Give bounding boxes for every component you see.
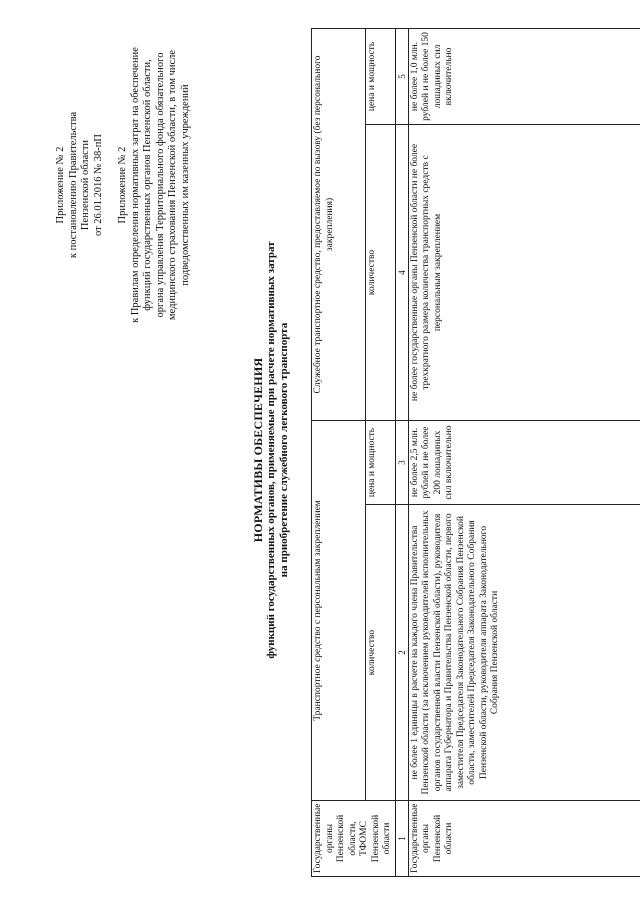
annex-line: от 26.01.2016 № 38-пП (92, 133, 104, 237)
subheader-quantity: количество (365, 124, 395, 420)
cell-price-personal: не более 2,5 млн. рублей и не более 200 лошадиных сил включительно (408, 420, 640, 504)
cell-qty-personal: не более 1 единицы в расчете на каждого члена Правительства Пензенской области (за исключением руководителей исполнительных органов государственной власти Пензенской области), руководителя аппарата Губернатора и Правительства Пензенской области, первого заместителя Председателя Законодательного Собрания Пензенской области, заместителей Председателя Законодательного Собрания Пензенской области, руководителя аппарата Законодательного Собрания Пензенской области (408, 505, 640, 801)
column-number: 5 (395, 28, 408, 124)
annex-line: Пензенской области (80, 139, 91, 231)
annex-line: органа управления Территориального фонда обязательного (154, 52, 166, 318)
table-header-row (312, 28, 366, 876)
norms-table (311, 28, 640, 877)
subheader-price: цена и мощность (365, 28, 395, 124)
heading-title: НОРМАТИВЫ ОБЕСПЕЧЕНИЯ (251, 357, 265, 543)
annex-line: Приложение № 2 (117, 146, 128, 224)
column-number-row (395, 28, 408, 876)
cell-organ: Государственные органы Пензенской области (408, 801, 640, 877)
header-oncall-vehicle: Служебное транспортное средство, предоставляемое по вызову (без персонального закрепления) (312, 28, 366, 420)
column-number: 1 (395, 801, 408, 877)
heading-subtitle: на приобретение служебного легкового транспорта (278, 322, 290, 578)
annex-line: подведомственных им казенных учреждений (179, 84, 191, 286)
spacer (105, 35, 117, 335)
annex-block (55, 35, 192, 335)
column-number: 4 (395, 124, 408, 420)
annex-line: функций государственных органов Пензенской области, (142, 59, 153, 311)
column-number: 3 (395, 420, 408, 504)
column-number: 2 (395, 505, 408, 801)
heading-subtitle: функций государственных органов, применяемые при расчете нормативных затрат (265, 241, 277, 659)
annex-line: Приложение № 2 (55, 146, 66, 224)
annex-line: медицинского страхования Пензенской области, в том числе (167, 49, 178, 321)
table-row (408, 28, 640, 876)
document-heading (252, 125, 291, 775)
header-organs: Государственные органы Пензенской области, ТФОМС Пензенской области (312, 801, 396, 877)
cell-qty-oncall: не более государственные органы Пензенской области не более трехкратного размера количества транспортных средств с персональным закреплением (408, 124, 640, 420)
subheader-quantity: количество (365, 505, 395, 801)
subheader-price: цена и мощность (365, 420, 395, 504)
cell-price-oncall: не более 1,0 млн. рублей и не более 150 лошадиных сил включительно (408, 28, 640, 124)
header-personal-vehicle: Транспортное средство с персональным закреплением (312, 420, 366, 800)
annex-line: к постановлению Правительства (67, 111, 79, 259)
table-subheader-row (365, 28, 395, 876)
annex-line: к Правилам определения нормативных затрат на обеспечение (129, 47, 141, 323)
